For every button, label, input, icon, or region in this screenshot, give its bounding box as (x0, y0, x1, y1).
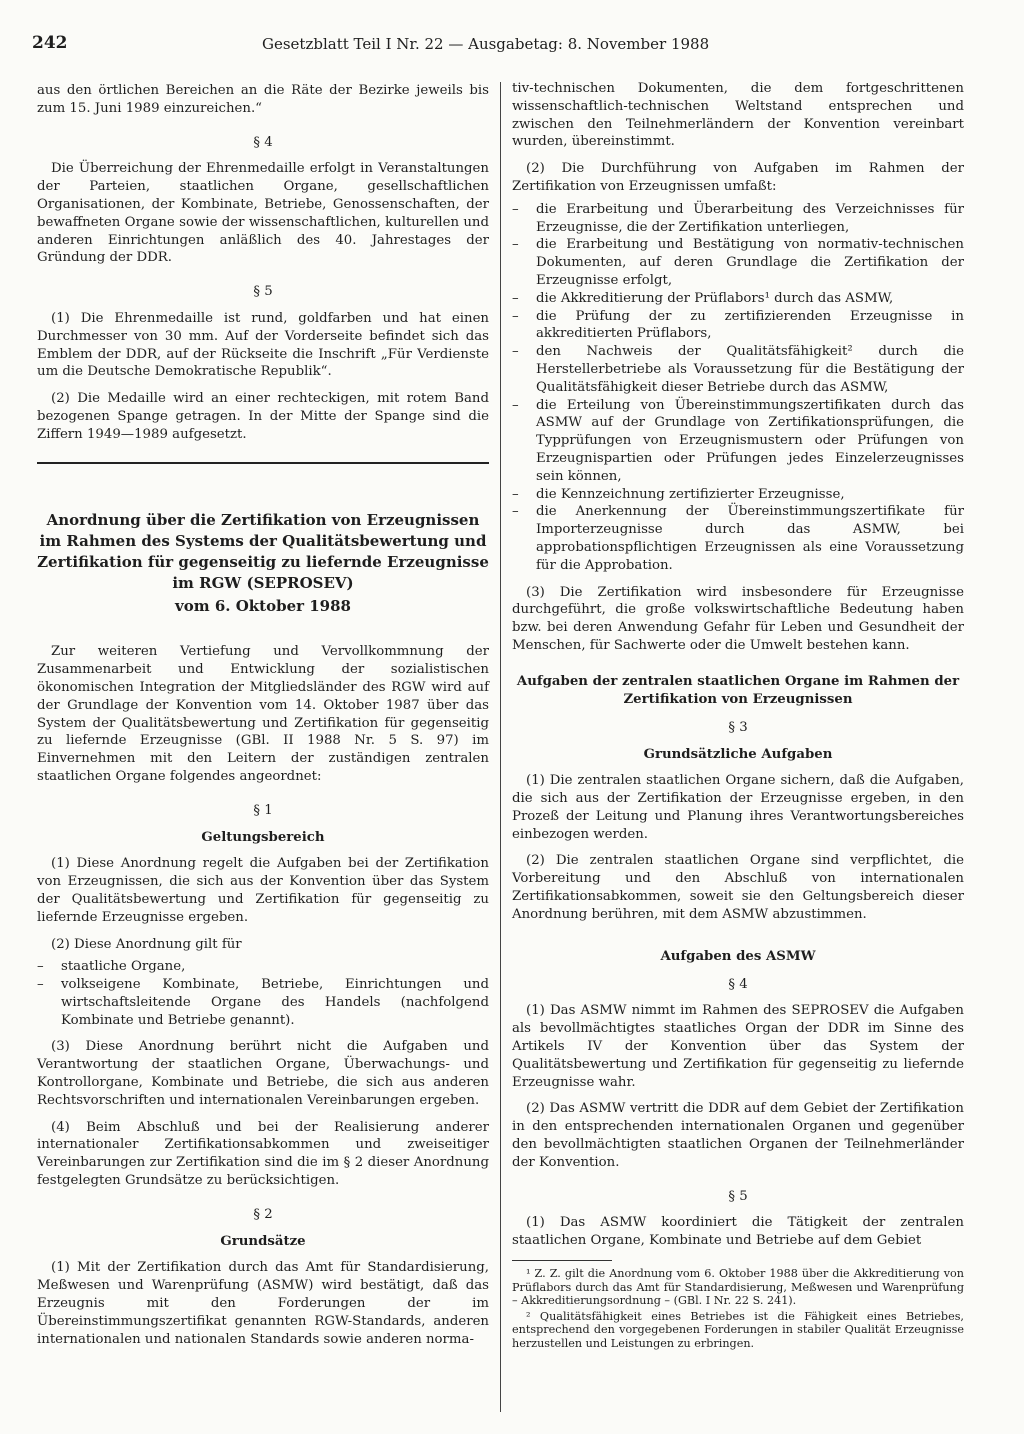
paragraph: (2) Die zentralen staatlichen Organe sind verpflichtet, die Vorbereitung und den Abschluß von internationalen Zertifikationsabkommen, soweit sie den Geltungsbereich dieser Anordnung berühren, mit dem ASMW abzustimmen. (512, 853, 964, 922)
paragraph: (4) Beim Abschluß und bei der Realisierung anderer internationaler Zertifikationsabkommen und zweiseitiger Vereinbarungen zur Zertifikation sind die im § 2 dieser Anordnung festgelegten Grundsätze zu berücksichtigen. (37, 1119, 489, 1189)
paragraph: (2) Das ASMW vertritt die DDR auf dem Gebiet der Zertifikation in den entsprechenden internationalen Organen und gegenüber den bevollmächtigten staatlichen Organen der Teilnehmerländer der Konvention. (512, 1101, 964, 1170)
paragraph: (1) Das ASMW koordiniert die Tätigkeit der zentralen staatlichen Organe, Kombinate und Betriebe auf dem Gebiet (512, 1215, 964, 1249)
list-item: – die Anerkennung der Übereinstimmungszertifikate für Importerzeugnisse durch das ASMW, bei approbationspflichtigen Erzeugnissen als eine Voraussetzung für die Approbation. (512, 503, 964, 574)
preamble: Zur weiteren Vertiefung und Vervollkommnung der Zusammenarbeit und Entwicklung der sozialistischen ökonomischen Integration der Mitgliedsländer des RGW wird auf der Grundlage der Konvention vom 14. Oktober 1987 über das System der Qualitätsbewertung und Zertifikation für gegenseitig zu liefernde Erzeugnisse (GBl. II 1988 Nr. 5 S. 97) im Einvernehmen mit den Leitern der zuständigen zentralen staatlichen Organe folgendes angeordnet: (37, 644, 489, 784)
section-sign: § 1 (253, 802, 273, 818)
paragraph: (3) Die Zertifikation wird insbesondere für Erzeugnisse durchgeführt, die große volkswirtschaftliche Bedeutung haben bzw. bei deren Anwendung Gefahr für Leben und Gesundheit der Menschen, für Sachwerte oder die Umwelt bestehen kann. (512, 584, 964, 653)
horizontal-rule (37, 462, 489, 464)
page-number: 242 (32, 33, 68, 53)
dash-list (37, 958, 489, 1029)
list-item: – volkseigene Kombinate, Betriebe, Einrichtungen und wirtschaftsleitende Organe des Handels (nachfolgend Kombinate und Betriebe genannt). (37, 976, 489, 1029)
paragraph: (2) Diese Anordnung gilt für (51, 936, 242, 952)
section-sign: § 4 (728, 976, 748, 992)
carry-over-paragraph: aus den örtlichen Bereichen an die Räte der Bezirke jeweils bis zum 15. Juni 1989 einzureichen.“ (37, 83, 489, 116)
ordinance-date: vom 6. Oktober 1988 (175, 596, 351, 615)
ordinance-title: Anordnung über die Zertifikation von Erzeugnissen im Rahmen des Systems der Qualitätsbewertung und Zertifikation für gegenseitig zu liefernde Erzeugnisse im RGW (SEPROSEV) (37, 510, 489, 592)
footnote: ¹ Z. Z. gilt die Anordnung vom 6. Oktober 1988 über die Akkreditierung von Prüflabors durch das Amt für Standardisierung, Meßwesen und Warenprüfung – Akkreditierungsordnung – (GBl. I Nr. 22 S. 241). (512, 1267, 964, 1308)
section-sign: § 2 (253, 1206, 273, 1222)
paragraph: (2) Die Medaille wird an einer rechteckigen, mit rotem Band bezogenen Spange getragen. In der Mitte der Spange sind die Ziffern 1949—1989 aufgesetzt. (37, 391, 489, 442)
section-sign: § 5 (253, 284, 273, 300)
paragraph: Die Überreichung der Ehrenmedaille erfolgt in Veranstaltungen der Parteien, staatlichen Organe, gesellschaftlichen Organisationen, der Kombinate, Betriebe, Genossenschaften, der bewaffneten Organe sowie der wissenschaftlichen, kulturellen und anderen Einrichtungen anläßlich des 40. Jahrestages der Gründung der DDR. (37, 161, 489, 266)
right-column (512, 80, 964, 1352)
paragraph: (3) Diese Anordnung berührt nicht die Aufgaben und Verantwortung der staatlichen Organe, Überwachungs- und Kontrollorgane, Kombinate und Betriebe, die sich aus anderen Rechtsvorschriften und internationalen Vereinbarungen ergeben. (37, 1039, 489, 1108)
footnote: ² Qualitätsfähigkeit eines Betriebes ist die Fähigkeit eines Betriebes, entsprechend den vorgegebenen Forderungen in stabiler Qualität Erzeugnisse herzustellen und Leistungen zu erbringen. (512, 1309, 964, 1350)
footnote-rule (512, 1260, 612, 1261)
running-head: Gesetzblatt Teil I Nr. 22 — Ausgabetag: 8. November 1988 (262, 35, 710, 53)
list-item: – die Erarbeitung und Überarbeitung des Verzeichnisses für Erzeugnisse, die der Zertifikation unterliegen, (512, 201, 964, 237)
left-column (37, 82, 489, 1357)
list-item: – den Nachweis der Qualitätsfähigkeit² durch die Herstellerbetriebe als Voraussetzung für die Bestätigung der Qualitätsfähigkeit dieser Betriebe durch das ASMW, (512, 343, 964, 396)
paragraph: (1) Diese Anordnung regelt die Aufgaben bei der Zertifikation von Erzeugnissen, die sich aus der Konvention über das System der Qualitätsbewertung und Zertifikation für gegenseitig zu liefernde Erzeugnisse ergeben. (37, 856, 489, 925)
section-sign: § 4 (253, 134, 273, 150)
list-item: – die Erteilung von Übereinstimmungszertifikaten durch das ASMW auf der Grundlage von Zertifikationsprüfungen, die Typprüfungen von Erzeugnismustern oder Prüfungen von Erzeugnispartien oder Prüfungen jedes Einzelerzeugnisses sein können, (512, 397, 964, 486)
list-item: – die Prüfung der zu zertifizierenden Erzeugnisse in akkreditierten Prüflabors, (512, 308, 964, 344)
paragraph: (1) Das ASMW nimmt im Rahmen des SEPROSEV die Aufgaben als bevollmächtigtes staatliches Organ der DDR im Sinne des Artikels IV der Konvention über das System der Qualitätsbewertung und Zertifikation für gegenseitig zu liefernde Erzeugnisse wahr. (512, 1003, 964, 1090)
paragraph: (2) Die Durchführung von Aufgaben im Rahmen der Zertifikation von Erzeugnissen umfaßt: (512, 161, 964, 194)
list-item: – die Erarbeitung und Bestätigung von normativ-technischen Dokumenten, auf deren Grundlage die Zertifikation der Erzeugnisse erfolgt, (512, 236, 964, 289)
paragraph: (1) Die zentralen staatlichen Organe sichern, daß die Aufgaben, die sich aus der Zertifikation der Erzeugnisse ergeben, in den Prozeß der Leitung und Planung ihres Verantwortungsbereiches einbezogen werden. (512, 773, 964, 842)
section-heading: Grundsätze (220, 1233, 306, 1249)
section-heading: Grundsätzliche Aufgaben (643, 746, 833, 762)
paragraph: (1) Mit der Zertifikation durch das Amt für Standardisierung, Meßwesen und Warenprüfung (ASMW) wird bestätigt, daß das Erzeugnis mit den Forderungen der im Übereinstimmungszertifikat genannten RGW-Standards, anderen internationalen und nationalen Standards sowie anderen norma- (37, 1260, 489, 1347)
column-divider (500, 82, 501, 1412)
block-heading: Aufgaben der zentralen staatlichen Organe im Rahmen der Zertifikation von Erzeugnissen (516, 673, 960, 707)
section-heading: Geltungsbereich (201, 829, 325, 845)
section-sign: § 5 (728, 1188, 748, 1204)
list-item: – die Kennzeichnung zertifizierter Erzeugnisse, (512, 486, 964, 504)
block-heading: Aufgaben des ASMW (660, 948, 816, 964)
section-sign: § 3 (728, 719, 748, 735)
dash-list (512, 201, 964, 575)
list-item: – staatliche Organe, (37, 958, 489, 976)
carry-over-paragraph: tiv-technischen Dokumenten, die dem fortgeschrittenen wissenschaftlich-technischen Weltstand entsprechen und zwischen den Teilnehmerländern der Konvention vereinbart wurden, übereinstimmt. (512, 81, 964, 150)
list-item: – die Akkreditierung der Prüflabors¹ durch das ASMW, (512, 290, 964, 308)
paragraph: (1) Die Ehrenmedaille ist rund, goldfarben und hat einen Durchmesser von 30 mm. Auf der Vorderseite befindet sich das Emblem der DDR, auf der Rückseite die Inschrift „Für Verdienste um die Deutsche Demokratische Republik“. (37, 310, 489, 380)
